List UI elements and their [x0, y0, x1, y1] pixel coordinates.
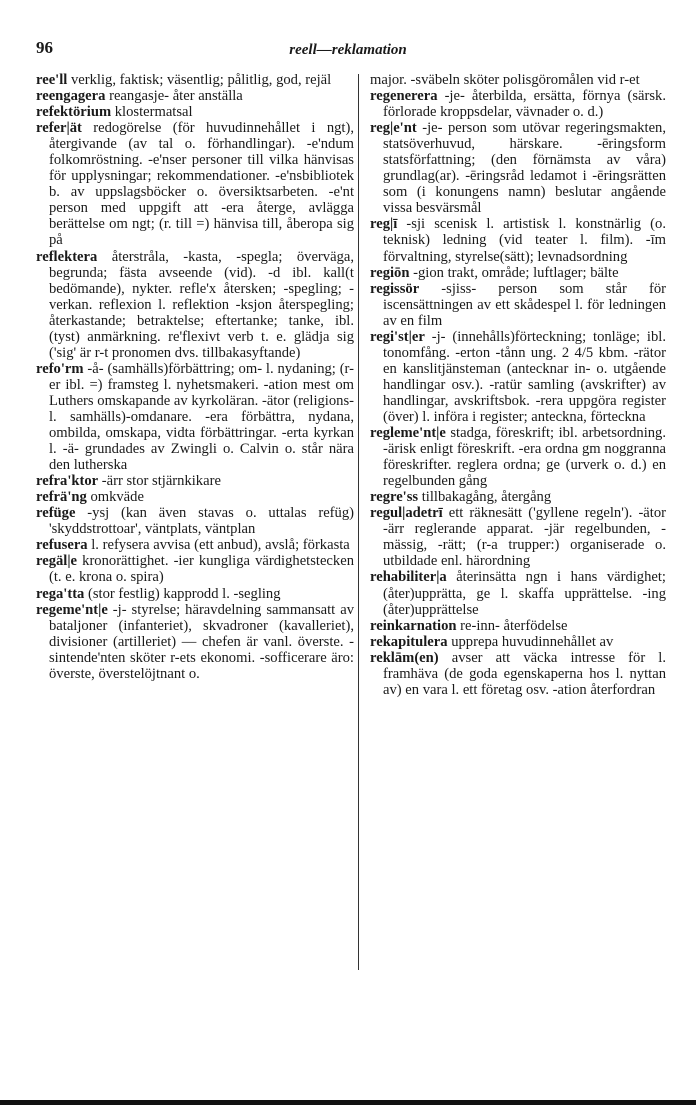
dictionary-entry: [36, 72, 354, 88]
headword: regi'st|er: [370, 328, 425, 345]
left-column: [36, 72, 354, 682]
dictionary-entry: [36, 473, 354, 489]
dictionary-entry: [36, 489, 354, 505]
definition: -j- styrelse; häravdelning sammansatt av bataljoner (infanteriet), skvadroner (kavalleriet), divisioner (artilleriet) — chefen är vanl. överste. -sintende'nten sköter r-ets ekonomi. -sofficerare äro: överste, överstelöjtnant o.: [49, 601, 354, 682]
definition: re-inn- återfödelse: [456, 617, 568, 634]
headword: regleme'nt|e: [370, 425, 446, 442]
right-column: [370, 72, 666, 698]
headword: refektörium: [36, 104, 112, 121]
bottom-rule: [0, 1100, 696, 1105]
headword: ree'll: [36, 72, 68, 88]
definition: ett räknesätt ('gyllene regeln'). -ätor -ärr reglerande apparat. -jär regelbunden, -mässig, -rätt; (r-a trupper:) organiserade o. utbildade enl. härordning: [383, 505, 666, 570]
dictionary-entry: [370, 505, 666, 569]
dictionary-entry: [36, 120, 354, 248]
definition: -å- (samhälls)förbättring; om- l. nydaning; (r-er ibl. =) framsteg l. nyhetsmakeri. -ation mest om Luthers omskapande av kyrkoläran. -ätor (religions- l. samhälls)-omdanare. -era förbättra, nydana, ombilda, omskapa, vidta förbättringar. -erta kyrkan l. -ä- grundades av Zwingli o. Calvin o. står nära den lutherska: [49, 360, 354, 474]
dictionary-entry: [370, 329, 666, 425]
dictionary-entry: [370, 72, 666, 88]
definition: stadga, föreskrift; ibl. arbetsordning. -ärisk enligt föreskrift. -era ordna gm noggranna föreskrifter. reglera ordna; ge (urverk o. d.) en regelbunden gång: [383, 425, 666, 490]
definition: -je- återbilda, ersätta, förnya (särsk. förlorade kroppsdelar, vävnader o. d.): [383, 88, 666, 121]
definition: avser att väcka intresse för l. framhäva (de goda egenskaperna hos l. nyttan av) en vara l. ett företag osv. -ation återfordran: [383, 649, 666, 698]
dictionary-entry: [370, 634, 666, 650]
definition: reangasje- åter anställa: [105, 88, 243, 105]
headword: refrä'ng: [36, 489, 87, 506]
dictionary-entry: [36, 249, 354, 361]
definition: upprepa huvudinnehållet av: [447, 633, 614, 650]
headword: rehabiliter|a: [370, 569, 447, 586]
dictionary-entry: [36, 602, 354, 682]
dictionary-entry: [370, 216, 666, 264]
headword: regiōn: [370, 264, 410, 281]
page-number: 96: [36, 38, 53, 57]
headword: rekapitulera: [370, 633, 448, 650]
headword: regul|adetrī: [370, 505, 443, 522]
definition: omkväde: [86, 489, 144, 506]
headword: regre'ss: [370, 489, 419, 506]
definition: tillbakagång, återgång: [418, 489, 552, 506]
definition: -ärr stor stjärnkikare: [98, 473, 221, 490]
dictionary-entry: [36, 553, 354, 585]
headword: refra'ktor: [36, 473, 99, 490]
dictionary-entry: [370, 650, 666, 698]
column-divider: [358, 74, 359, 970]
dictionary-entry: [370, 618, 666, 634]
definition: -sji scenisk l. artistisk l. konstnärlig (o. teknisk) ledning (vid teater l. film). -īm förvaltning, styrelse(sätt); levnadsordning: [383, 216, 666, 265]
definition: återinsätta ngn i hans värdighet; (åter)upprätta, ge l. skaffa upprättelse. -ing (åter)upprättelse: [383, 569, 666, 618]
definition: -ysj (kan även stavas o. uttalas refüg) 'skyddstrottoar', väntplats, väntplan: [49, 505, 354, 538]
dictionary-entry: [370, 281, 666, 329]
dictionary-entry: [36, 104, 354, 120]
dictionary-entry: [36, 537, 354, 553]
dictionary-entry: [36, 88, 354, 104]
definition: verklig, faktisk; väsentlig; pålitlig, god, rejäl: [67, 72, 332, 88]
dictionary-entry: [370, 88, 666, 120]
dictionary-entry: [370, 489, 666, 505]
headword: reinkarnation: [370, 617, 457, 634]
headword: reflektera: [36, 248, 98, 265]
definition: klostermatsal: [111, 104, 193, 121]
headword: regäl|e: [36, 553, 78, 570]
headword: refüge: [36, 505, 76, 522]
headword: refo'rm: [36, 360, 84, 377]
dictionary-entry: [36, 505, 354, 537]
dictionary-entry: [370, 265, 666, 281]
headword: regeme'nt|e: [36, 601, 108, 618]
dictionary-entry: [36, 586, 354, 602]
dictionary-entry: [370, 425, 666, 489]
headword: regenerera: [370, 88, 438, 105]
definition: -sjiss- person som står för iscensättningen av ett skådespel l. för ledningen av en film: [383, 280, 666, 329]
headword: refer|ät: [36, 120, 82, 137]
headword: reg|ī: [370, 216, 398, 233]
definition: redogörelse (för huvudinnehållet i ngt), återgivande (av tal o. förhandlingar). -e'ndum folkomröstning. -e'nser personer till vilka hänvisas för upplysningar; rekommendationer. -e'nsbibliotek b. av uppslagsböcker o. översiktsarbeten. -e'nt person med uppgift att -era återge, avlägga berättelse om ngt; (r. till =) hänvisa till, åberopa sig på: [49, 120, 354, 249]
definition: -je- person som utövar regeringsmakten, statsöverhuvud, härskare. -ēringsform statsförfattning; (den förnämsta av våra) grundlag(ar). -ēringsråd ledamot i -ēringsrätten som (i konungens namn) beslutar angående vissa besvärsmål: [383, 120, 666, 217]
dictionary-entry: [370, 120, 666, 216]
dictionary-entry: [36, 361, 354, 473]
definition: -gion trakt, område; luftlager; bälte: [409, 264, 619, 281]
headword: refusera: [36, 537, 88, 554]
definition: återstråla, -kasta, -spegla; överväga, begrunda; fästa avseende (vid). -d ibl. kall(t bedömande), nykter. refle'x återsken; -spegling; -verkan. reflexion l. reflektion -ksjon återspegling; återkastande; betraktelse; eftertanke; tanke, ibl. (tyst) anmärkning. re'flexivt verb t. e. glädja sig ('sig' är r-t pronomen dvs. tillbakasyftande): [49, 248, 354, 361]
headword: reg|e'nt: [370, 120, 417, 137]
definition: major. -sväbeln sköter polisgöromålen vid r-et: [370, 72, 640, 88]
dictionary-entry: [370, 569, 666, 617]
headword: regissör: [370, 280, 420, 297]
headword: reengagera: [36, 88, 106, 105]
definition: l. refysera avvisa (ett anbud), avslå; förkasta: [87, 537, 350, 554]
definition: kronorättighet. -ier kungliga värdighetstecken (t. e. krona o. spira): [49, 553, 354, 586]
headword: reklām(en): [370, 649, 439, 666]
headword: rega'tta: [36, 585, 85, 602]
definition: (stor festlig) kapprodd l. -segling: [84, 585, 281, 602]
running-head: reell—reklamation: [289, 42, 407, 58]
definition: -j- (innehålls)förteckning; tonläge; ibl. tonomfång. -erton -tånn ung. 2 4/5 kbm. -rätor en kanslitjänsteman (antecknar in- o. utgående handlingar osv.). -ratür samling (avskrifter) av handlingar, avskriftsbok. -rera uppgöra register (över) l. införa i register; anteckna, förteckna: [383, 328, 666, 425]
